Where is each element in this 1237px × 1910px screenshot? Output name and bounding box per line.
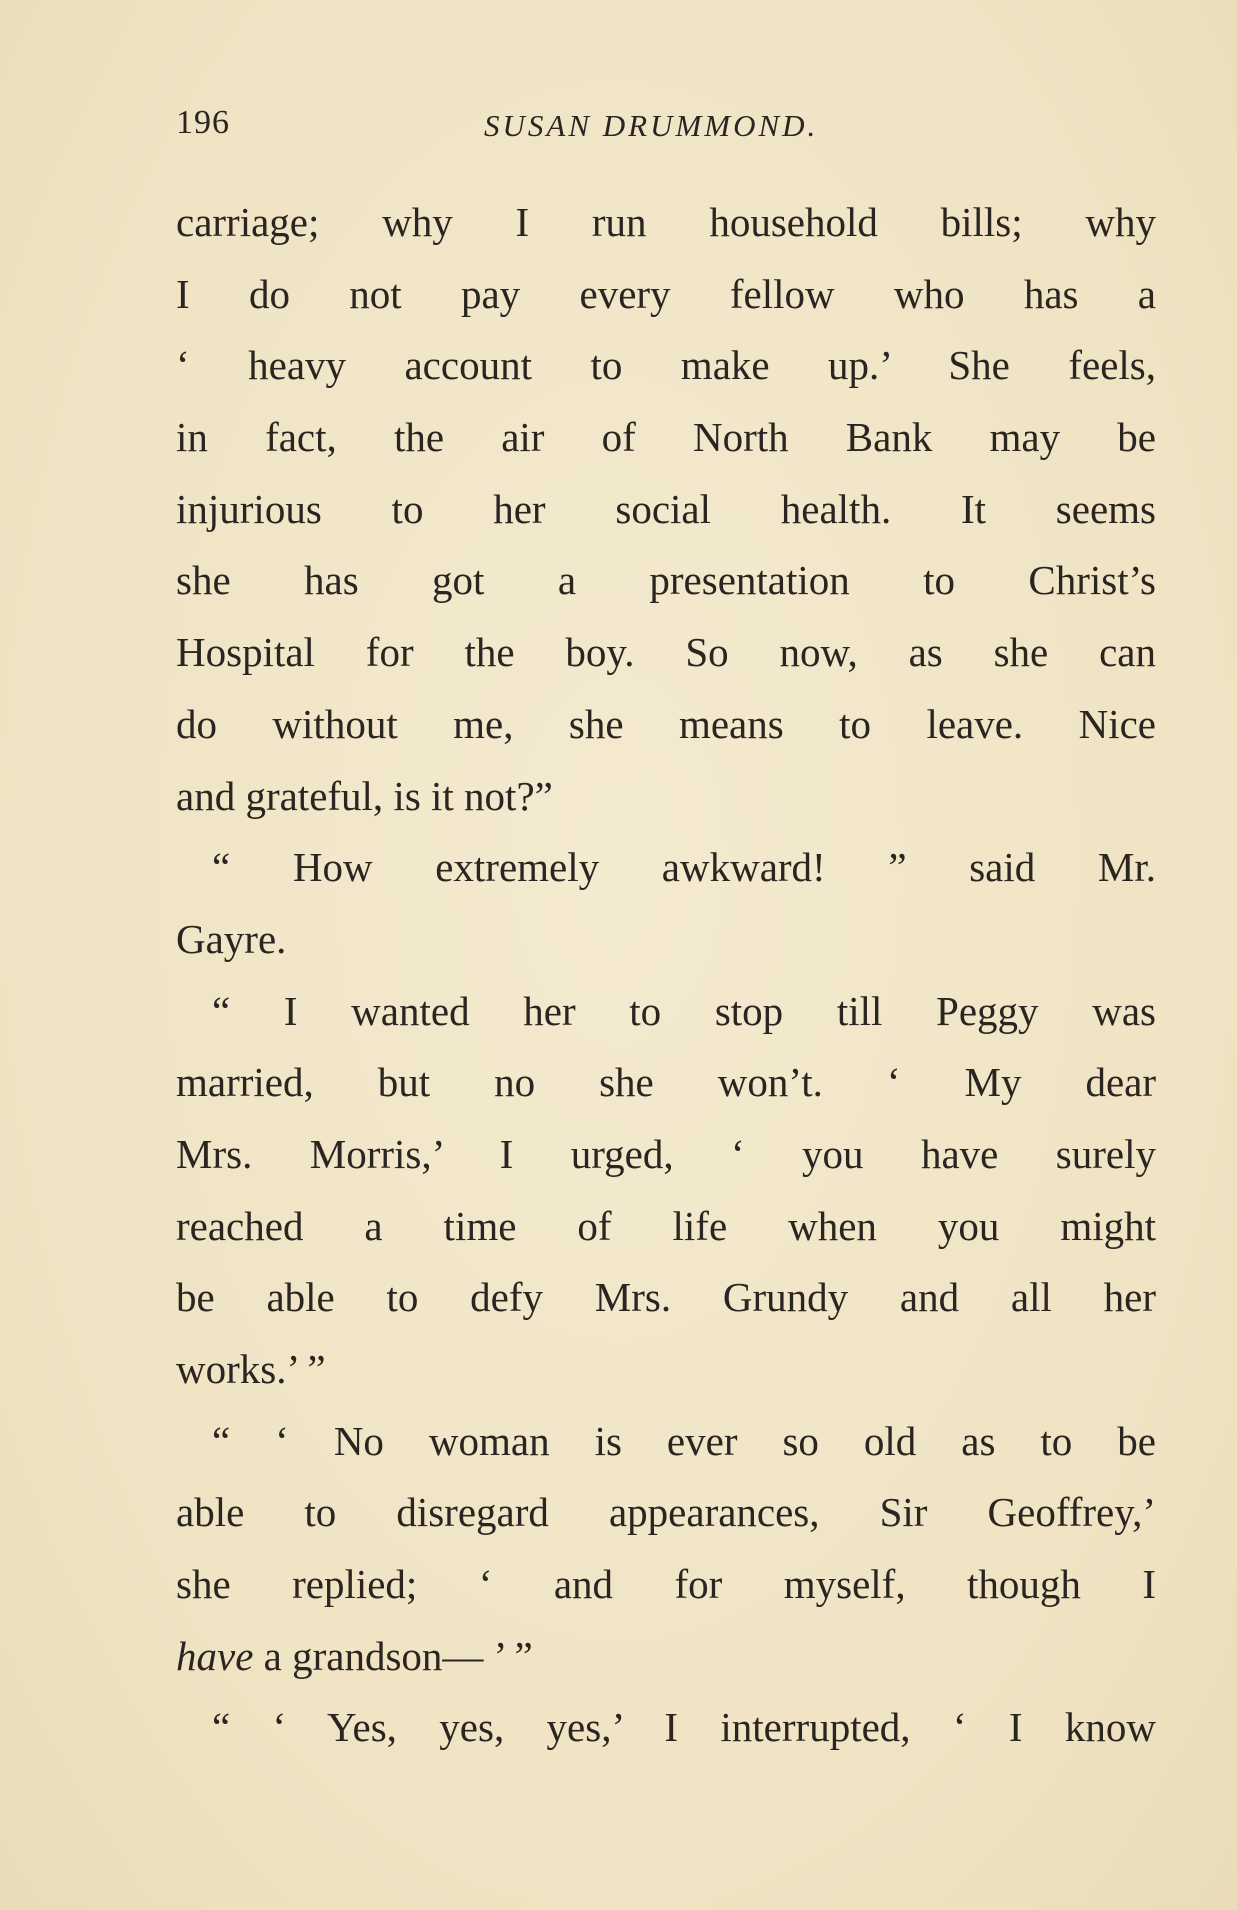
text-line xyxy=(176,1621,1156,1693)
text-line: do without me, she means to leave. Nice xyxy=(176,700,1156,747)
text-line: Mrs. Morris,’ I urged, ‘ you have surely xyxy=(176,1130,1156,1177)
page-number: 196 xyxy=(176,104,230,141)
text-line: she has got a presentation to Christ’s xyxy=(176,557,1156,604)
text-line: works.’ ” xyxy=(176,1346,326,1392)
text-line: able to disregard appearances, Sir Geoffrey,’ xyxy=(176,1489,1156,1536)
body-text xyxy=(176,187,1156,1764)
text-line: Gayre. xyxy=(176,915,287,962)
text-line: in fact, the air of North Bank may be xyxy=(176,414,1156,461)
text-line: “ ‘ No woman is ever so old as to be xyxy=(212,1417,1156,1464)
text-line: and grateful, is it not?” xyxy=(176,772,553,819)
text-line: reached a time of life when you might xyxy=(176,1202,1156,1249)
text-line: “ How extremely awkward! ” said Mr. xyxy=(212,844,1156,891)
running-head xyxy=(176,104,1156,154)
text-line: carriage; why I run household bills; why xyxy=(176,199,1156,245)
text-line: injurious to her social health. It seems xyxy=(176,485,1156,532)
text-line: Hospital for the boy. So now, as she can xyxy=(176,629,1156,676)
text-line: “ ‘ Yes, yes, yes,’ I interrupted, ‘ I know xyxy=(212,1704,1156,1751)
text-line: “ I wanted her to stop till Peggy was xyxy=(212,987,1156,1034)
running-title: SUSAN DRUMMOND. xyxy=(484,108,819,143)
text-line-rest: a grandson— ’ ” xyxy=(263,1632,533,1679)
text-line: married, but no she won’t. ‘ My dear xyxy=(176,1059,1156,1106)
text-line: she replied; ‘ and for myself, though I xyxy=(176,1561,1156,1608)
text-line: be able to defy Mrs. Grundy and all her xyxy=(176,1274,1156,1321)
text-line: I do not pay every fellow who has a xyxy=(176,270,1156,317)
italic-word: have xyxy=(176,1632,254,1679)
text-line: ‘ heavy account to make up.’ She feels, xyxy=(176,342,1156,389)
